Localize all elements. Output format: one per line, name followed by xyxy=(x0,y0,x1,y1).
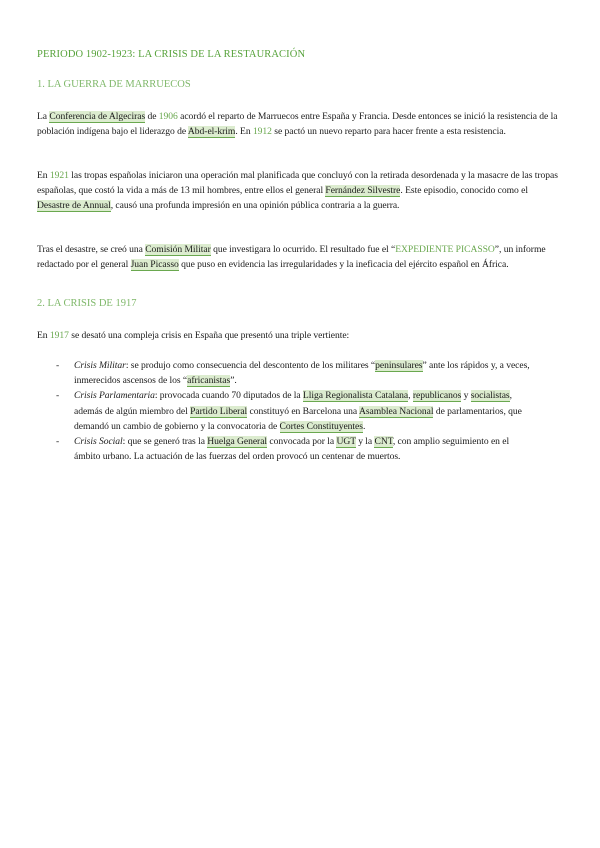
term-abd-el-krim: Abd-el-krim xyxy=(187,126,236,138)
document-title: PERIODO 1902-1923: LA CRISIS DE LA RESTAURACIÓN xyxy=(37,49,306,60)
paragraph-algeciras xyxy=(37,109,559,139)
term-africanistas: africanistas xyxy=(187,375,231,387)
text: En xyxy=(37,330,50,341)
item-label: Crisis Militar xyxy=(74,360,126,371)
term-comision-militar: Comisión Militar xyxy=(145,244,211,255)
term-peninsulares: peninsulares xyxy=(375,360,423,371)
term-huelga-general: Huelga General xyxy=(207,436,268,448)
text: ”. xyxy=(230,375,237,387)
crisis-list xyxy=(56,358,534,464)
item-label: Crisis Social xyxy=(74,436,123,448)
term-ugt: UGT xyxy=(336,436,356,448)
text: y la xyxy=(355,436,375,448)
text: La xyxy=(37,111,50,122)
text: se pactó un nuevo reparto para hacer frente a esta resistencia. xyxy=(271,126,506,138)
term-fernandez-silvestre: Fernández Silvestre xyxy=(325,185,401,197)
list-item-crisis-social xyxy=(56,434,534,464)
text: , xyxy=(408,390,413,402)
text: , causó una profunda impresión en una opinión pública contraria a la guerra. xyxy=(110,200,400,212)
list-dash: - xyxy=(56,436,60,448)
item-label: Crisis Parlamentaria xyxy=(74,390,155,402)
term-expediente-picasso: EXPEDIENTE PICASSO xyxy=(395,244,495,255)
term-partido-liberal: Partido Liberal xyxy=(190,405,248,417)
section-heading-crisis-1917: 2. LA CRISIS DE 1917 xyxy=(37,298,137,309)
list-item-crisis-militar xyxy=(56,358,534,388)
term-juan-picasso: Juan Picasso xyxy=(130,259,179,271)
text: . En xyxy=(235,126,253,138)
term-republicanos: republicanos xyxy=(412,390,462,402)
text: En xyxy=(37,170,50,181)
list-dash: - xyxy=(56,390,60,402)
list-dash: - xyxy=(56,360,60,371)
text: que puso en evidencia las irregularidades y la ineficacia del ejército español en África. xyxy=(178,259,509,271)
term-cnt: CNT xyxy=(374,436,393,448)
text: . xyxy=(362,420,366,432)
paragraph-expediente xyxy=(37,242,559,272)
text: constituyó en Barcelona una xyxy=(247,405,359,417)
paragraph-intro-1917 xyxy=(37,328,559,343)
text: se desató una compleja crisis en España que presentó una triple vertiente: xyxy=(68,330,350,341)
term-desastre-annual: Desastre de Annual xyxy=(37,200,111,212)
year-1912: 1912 xyxy=(252,126,272,138)
text: : provocada cuando 70 diputados de la xyxy=(154,390,303,402)
year-1906: 1906 xyxy=(158,111,178,122)
text: Tras el desastre, se creó una xyxy=(37,244,146,255)
text: , con amplio seguimiento en el ámbito urbano. La actuación de las fuerzas del orden provocó un centenar de muertos. xyxy=(74,436,510,463)
text: acordó el reparto de Marruecos entre España y Francia. Desde entonces se inició la resistencia de la población indígena bajo el liderazgo de xyxy=(37,111,558,138)
term-asamblea-nacional: Asamblea Nacional xyxy=(358,405,434,417)
list-item-crisis-parlamentaria xyxy=(56,388,534,434)
text: : que se generó tras la xyxy=(122,436,208,448)
term-socialistas: socialistas xyxy=(470,390,510,402)
term-lliga-regionalista: Lliga Regionalista Catalana xyxy=(302,390,409,402)
text: que investigara lo ocurrido. El resultado fue el “ xyxy=(210,244,396,255)
year-1921: 1921 xyxy=(49,170,69,181)
text: de xyxy=(145,111,159,122)
text: : se produjo como consecuencia del descontento de los militares “ xyxy=(125,360,376,371)
text: , además de algún miembro del xyxy=(74,390,512,417)
text: ” ante los rápidos y, a veces, inmerecidos ascensos de los “ xyxy=(74,360,530,387)
text: . Este episodio, conocido como el xyxy=(400,185,528,197)
paragraph-annual xyxy=(37,168,559,214)
text: y xyxy=(461,390,471,402)
term-conferencia-algeciras: Conferencia de Algeciras xyxy=(49,111,146,122)
section-heading-marruecos: 1. LA GUERRA DE MARRUECOS xyxy=(37,79,191,90)
text: las tropas españolas iniciaron una operación mal planificada que concluyó con la retirada desordenada y la masacre de las tropas españolas, que costó la vida a más de 13 mil hombres, entre ellos el general xyxy=(37,170,558,197)
text: de parlamentarios, que demandó un cambio de gobierno y la convocatoria de xyxy=(74,405,522,432)
text: ”, un informe redactado por el general xyxy=(37,244,546,271)
text: convocada por la xyxy=(267,436,337,448)
term-cortes-constituyentes: Cortes Constituyentes xyxy=(279,420,363,432)
year-1917: 1917 xyxy=(49,330,69,341)
